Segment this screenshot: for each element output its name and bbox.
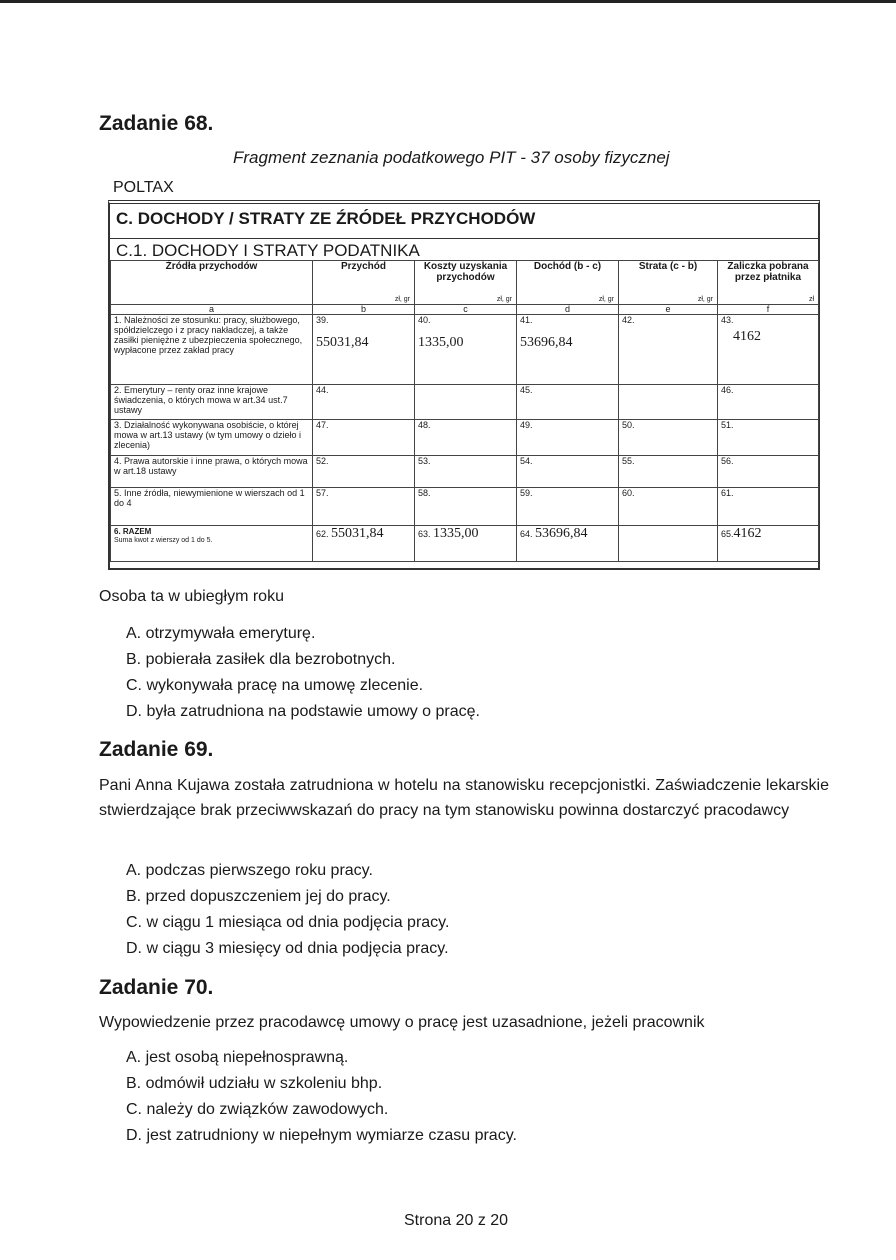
table-row: 4. Prawa autorskie i inne prawa, o których mowa w art.18 ustawy 52. 53. 54. 55. 56. <box>111 456 819 488</box>
task-70-option-d: D. jest zatrudniony w niepełnym wymiarze czasu pracy. <box>126 1127 517 1144</box>
page-number: Strona 20 z 20 <box>404 1212 509 1229</box>
col-header-advance: Zaliczka pobrana przez płatnika zł <box>718 261 819 305</box>
task-70-text: Wypowiedzenie przez pracodawcę umowy o pracę jest uzasadnione, jeżeli pracownik <box>99 1014 705 1031</box>
form-section-title: C. DOCHODY / STRATY ZE ŹRÓDEŁ PRZYCHODÓW <box>116 209 536 228</box>
income-table <box>110 260 819 562</box>
total-revenue-value: 55031,84 <box>331 526 384 541</box>
task-69-text: Pani Anna Kujawa została zatrudniona w hotelu na stanowisku recepcjonistki. Zaświadczenie lekarskie stwierdzające brak przeciwwskazań do pracy na tym stanowisku powinna dostarczyć pracodawcy <box>99 777 829 819</box>
table-row: 3. Działalność wykonywana osobiście, o której mowa w art.13 ustawy (w tym umowy o dzieło i zlecenia) 47. 48. 49. 50. 51. <box>111 420 819 456</box>
col-header-loss: Strata (c - b) zł, gr <box>619 261 718 305</box>
col-header-source: Źródła przychodów <box>111 261 313 305</box>
task-69-option-d: D. w ciągu 3 miesięcy od dnia podjęcia pracy. <box>126 940 449 957</box>
task-70-option-a: A. jest osobą niepełnosprawną. <box>126 1049 349 1066</box>
form-brand: POLTAX <box>113 179 174 196</box>
divider <box>110 238 818 239</box>
table-row: 1. Należności ze stosunku: pracy, służbowego, spółdzielczego i z pracy nakładczej, a także zasiłki pieniężne z ubezpieczenia społecznego, wypłacone przez zakład pracy 39. 55031,84 40. 1335,00 41. 53696,84 42. 43. 4162 <box>111 315 819 385</box>
revenue-value: 55031,84 <box>316 335 369 350</box>
task-70-title: Zadanie 70. <box>99 976 214 999</box>
table-header-row <box>111 261 819 305</box>
task-68-title: Zadanie 68. <box>99 112 214 135</box>
task-68-option-c: C. wykonywała pracę na umowę zlecenie. <box>126 677 424 694</box>
table-row: 5. Inne źródła, niewymienione w wierszach od 1 do 4 57. 58. 59. 60. 61. <box>111 488 819 526</box>
total-advance-value: 4162 <box>733 526 762 541</box>
col-header-revenue: Przychód zł, gr <box>313 261 415 305</box>
task-70-option-b: B. odmówił udziału w szkoleniu bhp. <box>126 1075 383 1092</box>
task-69-option-c: C. w ciągu 1 miesiąca od dnia podjęcia pracy. <box>126 914 450 931</box>
task-68-option-d: D. była zatrudniona na podstawie umowy o pracę. <box>126 703 480 720</box>
task-69-title: Zadanie 69. <box>99 738 214 761</box>
task-68-question: Osoba ta w ubiegłym roku <box>99 588 284 605</box>
col-header-costs: Koszty uzyskania przychodów zł, gr <box>415 261 517 305</box>
task-68-option-b: B. pobierała zasiłek dla bezrobotnych. <box>126 651 396 668</box>
total-income-value: 53696,84 <box>535 526 588 541</box>
income-value: 53696,84 <box>520 335 573 350</box>
letter-row: a b c d e f <box>111 305 819 315</box>
total-costs-value: 1335,00 <box>433 526 479 541</box>
task-68-subtitle: Fragment zeznania podatkowego PIT - 37 osoby fizycznej <box>233 148 670 167</box>
table-row: 2. Emerytury – renty oraz inne krajowe świadczenia, o których mowa w art.34 ust.7 ustawy 44. 45. 46. <box>111 385 819 420</box>
col-header-income: Dochód (b - c) zł, gr <box>517 261 619 305</box>
table-row-total: 6. RAZEM Suma kwot z wierszy od 1 do 5. 62. 55031,84 63. 1335,00 64. 53696,84 65.4162 <box>111 526 819 562</box>
task-69-option-a: A. podczas pierwszego roku pracy. <box>126 862 373 879</box>
task-69-option-b: B. przed dopuszczeniem jej do pracy. <box>126 888 391 905</box>
task-70-option-c: C. należy do związków zawodowych. <box>126 1101 389 1118</box>
costs-value: 1335,00 <box>418 335 464 350</box>
top-border <box>0 0 896 3</box>
task-68-option-a: A. otrzymywała emeryturę. <box>126 625 316 642</box>
form-subsection-title: C.1. DOCHODY I STRATY PODATNIKA <box>116 241 420 260</box>
advance-value: 4162 <box>733 329 761 344</box>
